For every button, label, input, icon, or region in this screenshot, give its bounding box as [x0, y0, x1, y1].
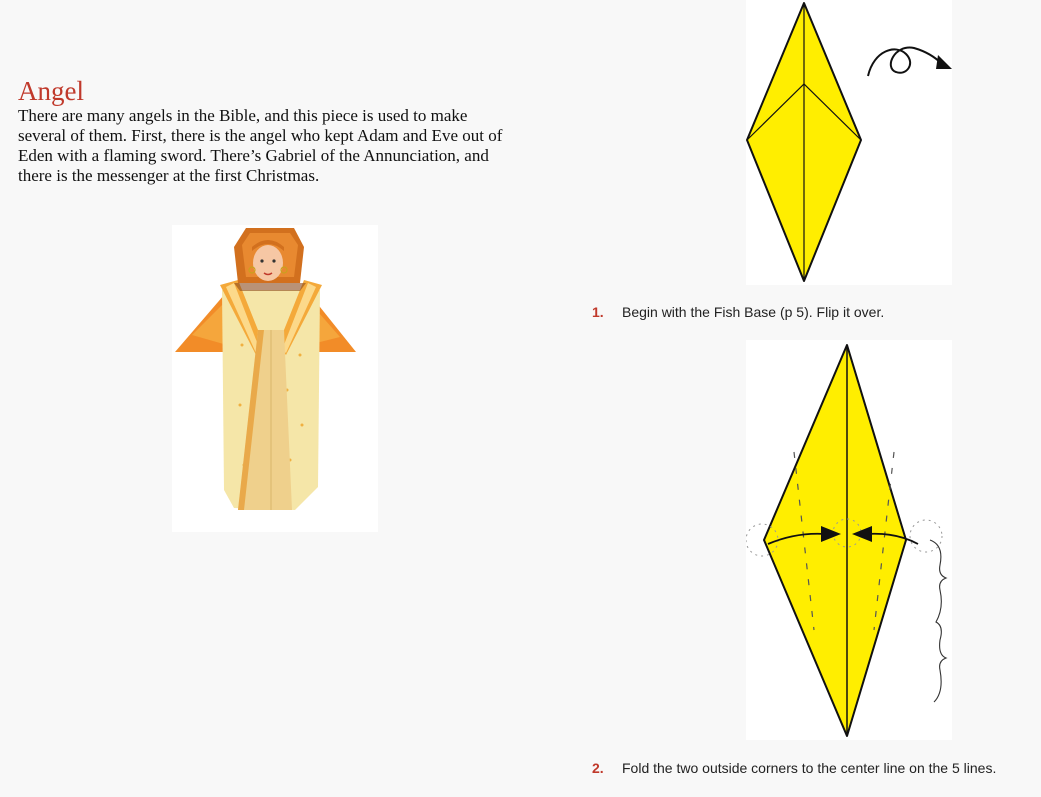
step-2 — [592, 760, 996, 776]
measure-braces — [930, 540, 946, 702]
page-title: Angel — [18, 76, 84, 106]
step-1-text: Begin with the Fish Base (p 5). Flip it over. — [622, 304, 885, 320]
kite-shape — [764, 345, 906, 736]
angel-photo — [172, 225, 378, 532]
step-2-diagram — [746, 340, 952, 740]
step-2-number: 2. — [592, 760, 604, 776]
step-1-diagram — [746, 0, 952, 285]
angel-face — [253, 245, 283, 281]
intro-paragraph: There are many angels in the Bible, and this piece is used to make several of them. First, there is the angel who kept Adam and Eve out of Eden with a flaming sword. There’s Gabriel of the Annunciation, and there is the messenger at the first Christmas. — [18, 106, 503, 185]
step-2-text: Fold the two outside corners to the center line on the 5 lines. — [622, 760, 997, 776]
flip-over-arrow-icon — [868, 48, 942, 76]
step-1 — [592, 304, 884, 320]
step-1-number: 1. — [592, 304, 604, 320]
